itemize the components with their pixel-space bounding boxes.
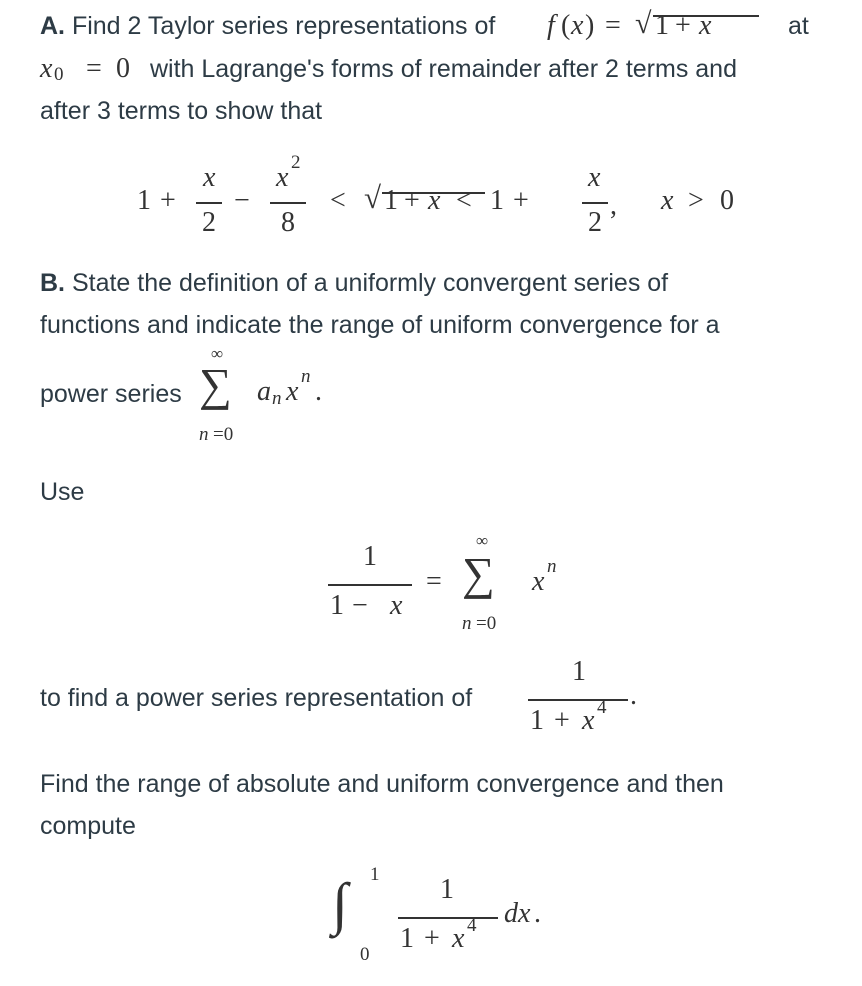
part-b-line-1: B. State the definition of a uniformly convergent series of [40, 269, 669, 297]
part-a-line-3: after 3 terms to show that [40, 97, 323, 125]
part-b-label: B. [40, 269, 65, 297]
integral-expression: ∫ 1 0 1 1 + x 4 dx . [332, 864, 541, 965]
inequality-display: 1 + x 2 − x 2 8 < √ 1 + x < 1 + x 2 , x > 0 [137, 152, 734, 238]
part-a-line-2: with Lagrange's forms of remainder after 2 terms and [150, 55, 737, 83]
power-series-expression: ∞ ∑ n =0 a n x n . [199, 344, 322, 445]
part-a-label: A. [40, 12, 65, 40]
part-b-power-series-prefix: power series [40, 380, 182, 408]
part-a-line-1 [40, 5, 495, 47]
range-text-line-2: compute [40, 812, 136, 840]
part-b-line-2: functions and indicate the range of uniform convergence for a [40, 311, 720, 339]
target-function-expression: 1 1 + x 4 . [530, 656, 637, 736]
use-label: Use [40, 478, 85, 506]
range-text-line-1: Find the range of absolute and uniform convergence and then [40, 770, 724, 798]
geometric-series-expression: 1 1 − x = ∞ ∑ n =0 x n [330, 531, 557, 634]
part-a-at-text: at [788, 12, 809, 40]
part-a-intro-text: Find 2 Taylor series representations of [71, 12, 496, 40]
find-representation-text: to find a power series representation of [40, 684, 473, 712]
problem-page: A. Find 2 Taylor series representations of f ( x ) = √ 1 + x at x 0 = 0 with Lagrange's forms of remainder after 2 terms and after 3 terms to show that 1 + x 2 − x 2 8 < √ 1 + x < 1 + x 2 , x > 0 B. State the definition of a uniformly convergent series of functions and indicate the range of uniform convergence for a power series ∞ ∑ n =0 a n x n . Use 1 1 − x = ∞ ∑ n =0 x n to find a power series representation of 1 1 + x 4 . Find the range of absolute and uniform convergence and then compute ∫ 1 0 1 1 + x 4 dx . [0, 0, 862, 986]
